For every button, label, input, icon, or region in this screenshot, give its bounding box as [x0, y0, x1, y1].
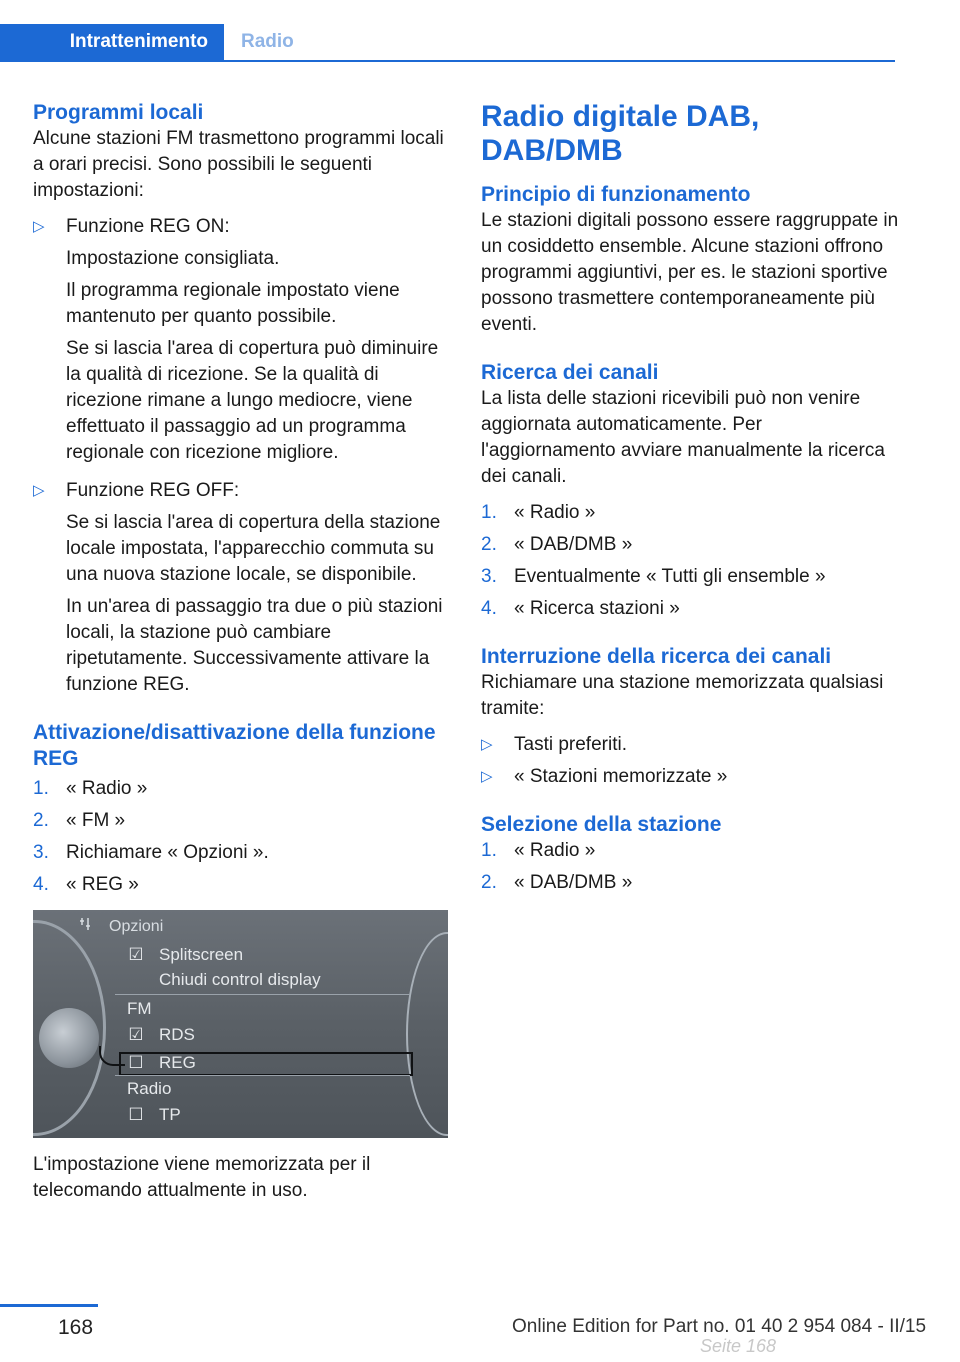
list-item: 2. « FM » — [33, 810, 126, 831]
triangle-bullet-icon: ▷ — [33, 482, 45, 499]
paragraph: Richiamare una stazione memorizzata qualsiasi tramite: — [481, 672, 884, 719]
numbered-list — [33, 776, 448, 898]
menu-item-splitscreen: ☑ Splitscreen — [127, 942, 243, 968]
menu-item-tp: ☐ TP — [127, 1102, 181, 1128]
list-item — [33, 214, 448, 466]
paragraph: La lista delle stazioni ricevibili può non venire aggiornata automaticamente. Per l'aggiornamento avviare manualmente la ricerca dei canali. — [481, 388, 885, 487]
controller-knob-icon — [39, 1008, 99, 1068]
page-number: 168 — [58, 1316, 94, 1339]
paragraph: Impostazione consigliata. — [66, 248, 280, 269]
bullet-title: Funzione REG ON: — [66, 216, 230, 237]
watermark: Seite 168 — [700, 1336, 777, 1356]
triangle-bullet-icon: ▷ — [33, 218, 45, 235]
checked-icon: ☑ — [128, 1025, 144, 1044]
numbered-list — [481, 500, 899, 622]
paragraph: Se si lascia l'area di copertura della stazione locale impostata, l'apparecchio commuta su una nuova stazione locale, se disponibile. — [66, 512, 441, 585]
list-item: ▷ Tasti preferiti. — [481, 732, 899, 758]
settings-wrench-icon — [79, 916, 93, 932]
list-item: 1. « Radio » — [481, 502, 596, 523]
screen-title: Opzioni — [109, 918, 164, 935]
header-tabs — [0, 24, 895, 62]
idrive-options-screen — [33, 910, 448, 1138]
paragraph: In un'area di passaggio tra due o più stazioni locali, la stazione può cambiare ripetutamente. Successivamente attivare la funzione REG. — [66, 596, 443, 695]
unchecked-icon: ☐ — [128, 1105, 144, 1124]
paragraph: Alcune stazioni FM trasmettono programmi locali a orari precisi. Sono possibili le seguenti impostazioni: — [33, 128, 444, 201]
section-title-principio: Principio di funzionamento — [481, 183, 751, 206]
list-item: ▷ « Stazioni memorizzate » — [481, 764, 899, 790]
triangle-bullet-icon: ▷ — [481, 768, 493, 785]
bullet-list — [481, 732, 899, 790]
menu-item-reg: ☐ REG — [127, 1050, 196, 1076]
header-divider — [0, 60, 895, 62]
menu-group-fm: FM — [127, 999, 152, 1018]
checked-icon: ☑ — [128, 945, 144, 964]
paragraph: L'impostazione viene memorizzata per il telecomando attualmente in uso. — [33, 1154, 371, 1201]
tab-radio: Radio — [241, 31, 294, 52]
list-item: 2. « DAB/DMB » — [481, 534, 633, 555]
edition-note: Online Edition for Part no. 01 40 2 954 084 - II/15 — [512, 1316, 927, 1337]
section-title-interruzione: Interruzione della ricerca dei canali — [481, 645, 832, 668]
list-item: 4. « Ricerca stazioni » — [481, 598, 680, 619]
bullet-list — [33, 214, 448, 698]
list-item: 3. Richiamare « Opzioni ». — [33, 842, 269, 863]
unchecked-icon: ☐ — [128, 1053, 144, 1072]
section-title-attivazione-reg: Attivazione/disattivazione della funzione REG — [33, 721, 436, 770]
menu-group-radio: Radio — [127, 1079, 172, 1098]
page-title: Radio digitale DAB, DAB/DMB — [481, 100, 760, 167]
list-item: 3. Eventualmente « Tutti gli ensemble » — [481, 566, 826, 587]
section-title-selezione: Selezione della stazione — [481, 813, 722, 836]
paragraph: Il programma regionale impostato viene mantenuto per quanto possibile. — [66, 280, 400, 327]
left-column — [33, 100, 448, 1204]
footer-rule — [0, 1304, 98, 1307]
section-title-programmi-locali: Programmi locali — [33, 101, 204, 124]
pointer-line — [99, 1046, 125, 1066]
menu-item-chiudi-display: Chiudi control display — [159, 970, 321, 989]
list-item: 1. « Radio » — [33, 778, 148, 799]
right-column — [481, 100, 899, 896]
list-item — [33, 478, 448, 698]
tab-intrattenimento: Intrattenimento — [0, 24, 224, 60]
triangle-bullet-icon: ▷ — [481, 736, 493, 753]
list-item: 2. « DAB/DMB » — [481, 872, 633, 893]
paragraph: Se si lascia l'area di copertura può diminuire la qualità di ricezione. Se la qualità di ricezione rimane a lungo mediocre, viene effettuato il passaggio ad un programma regionale con ricezione migliore. — [66, 338, 439, 463]
list-item: 1. « Radio » — [481, 840, 596, 861]
paragraph: Le stazioni digitali possono essere raggruppate in un cosiddetto ensemble. Alcune stazioni offrono programmi aggiuntivi, per es. le stazioni sportive possono trasmettere contemporaneamente più eventi. — [481, 210, 899, 335]
section-title-ricerca-canali: Ricerca dei canali — [481, 361, 659, 384]
bullet-title: Funzione REG OFF: — [66, 480, 240, 501]
list-item: 4. « REG » — [33, 874, 139, 895]
numbered-list — [481, 838, 899, 896]
menu-item-rds: ☑ RDS — [127, 1022, 195, 1048]
